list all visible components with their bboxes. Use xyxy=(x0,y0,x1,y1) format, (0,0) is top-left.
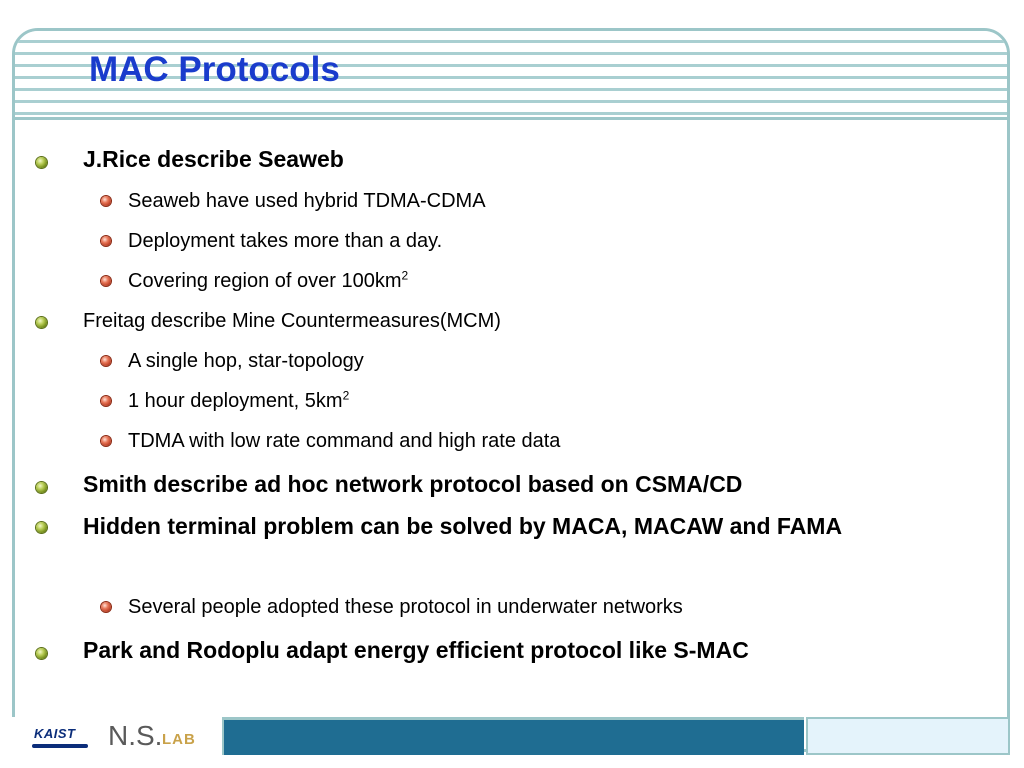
ns-lab-logo: N.S. xyxy=(108,720,163,751)
bullet-green-icon xyxy=(36,648,47,659)
superscript: 2 xyxy=(342,388,350,403)
bullet-red-icon xyxy=(101,396,111,406)
superscript: 2 xyxy=(401,268,409,283)
bullet-red-icon xyxy=(101,356,111,366)
bullet-red-icon xyxy=(101,196,111,206)
kaist-logo: KAIST xyxy=(34,726,76,741)
bullet-l1: Smith describe ad hoc network protocol based on CSMA/CD xyxy=(83,471,743,497)
bullet-red-icon xyxy=(101,436,111,446)
bullet-l2 xyxy=(128,270,408,293)
bullet-l2: Seaweb have used hybrid TDMA-CDMA xyxy=(128,190,486,212)
bullet-red-icon xyxy=(101,602,111,612)
slide-footer xyxy=(12,717,1010,755)
bullet-l2 xyxy=(128,390,349,413)
bullet-l1: Park and Rodoplu adapt energy efficient protocol like S-MAC xyxy=(83,637,749,663)
kaist-logo-swoosh xyxy=(32,744,88,748)
bullet-l1: Freitag describe Mine Countermeasures(MCM) xyxy=(83,310,501,332)
bullet-red-icon xyxy=(101,276,111,286)
bullet-green-icon xyxy=(36,317,47,328)
bullet-text: Covering region of over 100km xyxy=(128,270,402,292)
bullet-l2: Several people adopted these protocol in underwater networks xyxy=(128,596,683,618)
header-rule xyxy=(15,117,1007,120)
footer-logo-area xyxy=(12,717,224,755)
bullet-l1: Hidden terminal problem can be solved by MACA, MACAW and FAMA xyxy=(83,513,843,539)
footer-band-dark xyxy=(224,717,804,755)
slide-title: MAC Protocols xyxy=(89,50,340,89)
bullet-l1: J.Rice describe Seaweb xyxy=(83,146,344,172)
bullet-red-icon xyxy=(101,236,111,246)
bullet-green-icon xyxy=(36,157,47,168)
bullet-text: 1 hour deployment, 5km xyxy=(128,390,343,412)
bullet-green-icon xyxy=(36,482,47,493)
footer-band-light xyxy=(806,717,1010,755)
bullet-l2: Deployment takes more than a day. xyxy=(128,230,443,252)
lab-logo-text: LAB xyxy=(162,731,196,748)
bullet-l2: A single hop, star-topology xyxy=(128,350,364,372)
bullet-green-icon xyxy=(36,522,47,533)
bullet-l2: TDMA with low rate command and high rate data xyxy=(128,430,561,452)
